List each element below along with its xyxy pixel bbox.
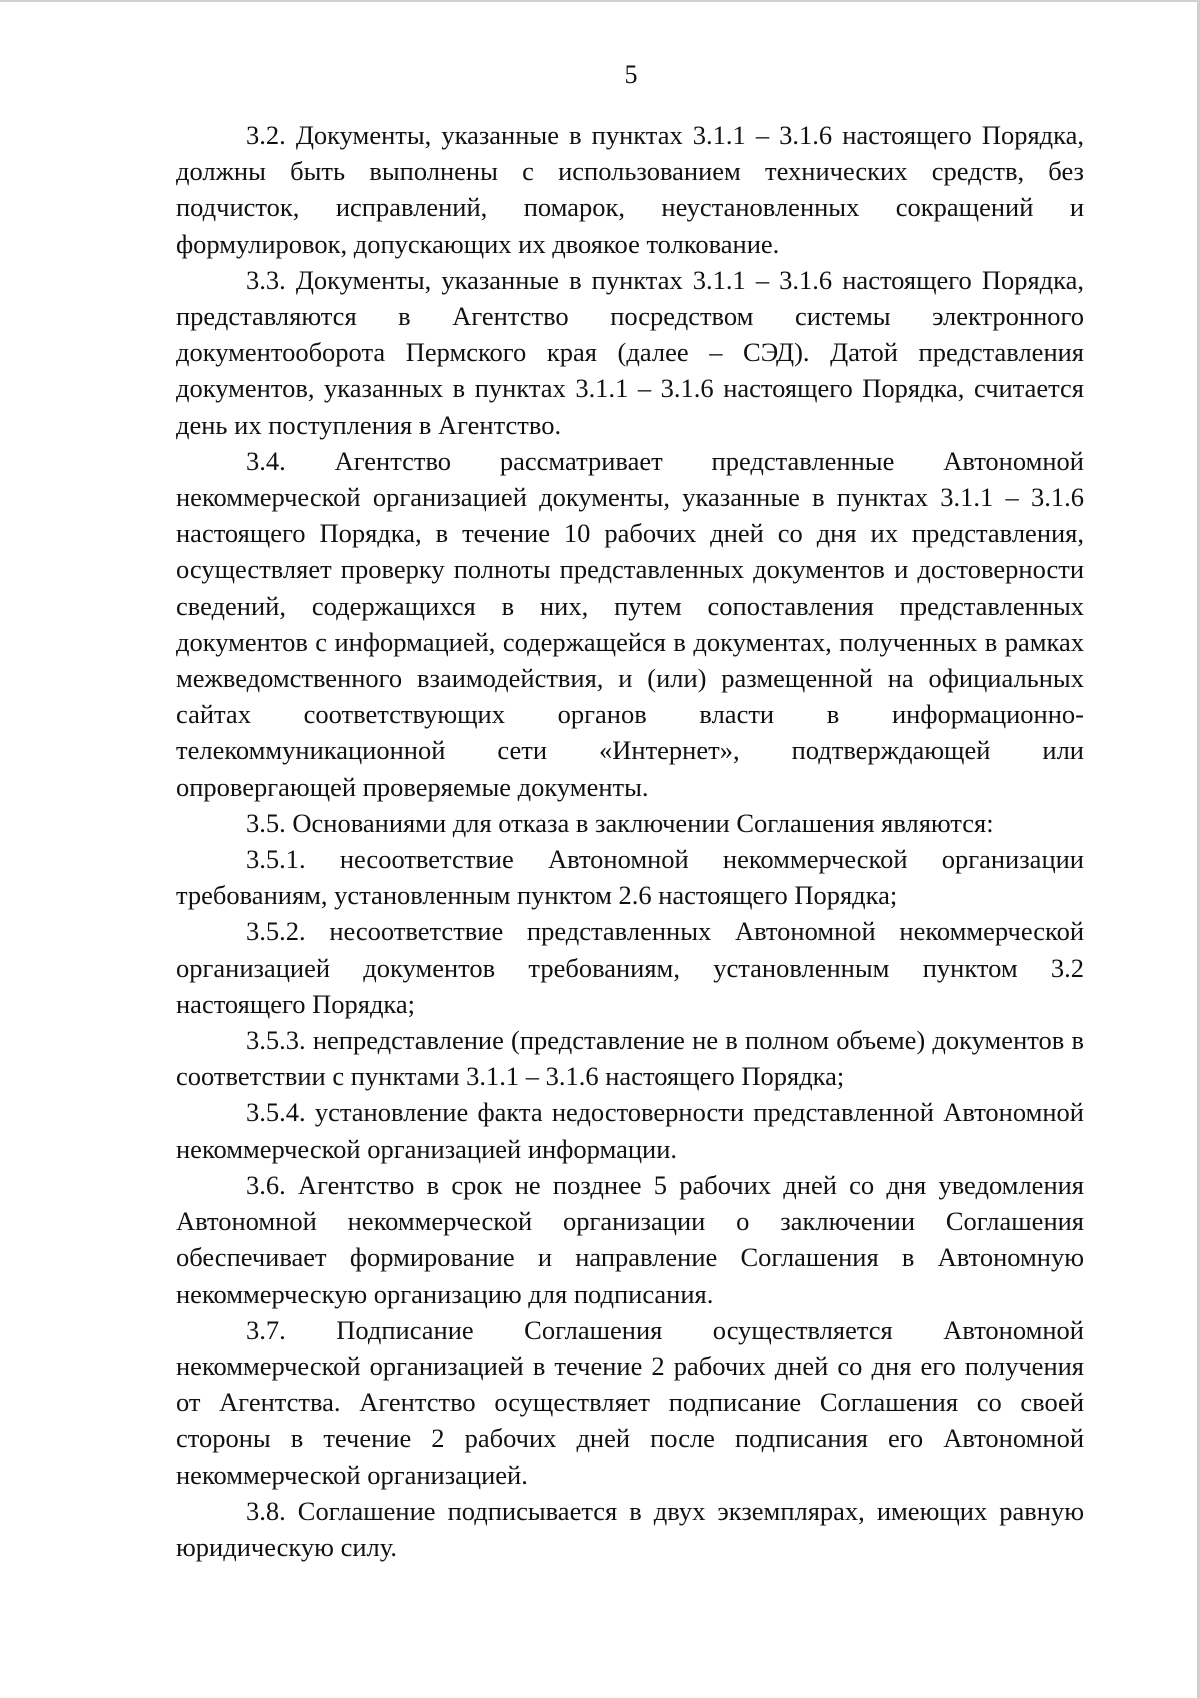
- paragraph-3-5-2: 3.5.2. несоответствие представленных Автономной некоммерческой организацией документов требованиям, установленным пунктом 3.2 настоящего Порядка;: [176, 916, 1084, 1019]
- page-number: 5: [624, 60, 638, 89]
- paragraph-3-4: 3.4. Агентство рассматривает представленные Автономной некоммерческой организацией документы, указанные в пунктах 3.1.1 – 3.1.6 настоящего Порядка, в течение 10 рабочих дней со дня их представления, осуществляет проверку полноты представленных документов и достоверности сведений, содержащихся в них, путем сопоставления представленных документов с информацией, содержащейся в документах, полученных в рамках межведомственного взаимодействия, и (или) размещенной на официальных сайтах соответствующих органов власти в информационно-телекоммуникационной сети «Интернет», подтверждающей или опровергающей проверяемые документы.: [176, 445, 1084, 802]
- paragraph-3-7: 3.7. Подписание Соглашения осуществляется Автономной некоммерческой организацией в течение 2 рабочих дней со дня его получения от Агентства. Агентство осуществляет подписание Соглашения со своей стороны в течение 2 рабочих дней после подписания его Автономной некоммерческой организацией.: [176, 1314, 1084, 1490]
- paragraph-3-6: 3.6. Агентство в срок не позднее 5 рабочих дней со дня уведомления Автономной некоммерческой организации о заключении Соглашения обеспечивает формирование и направление Соглашения в Автономную некоммерческую организацию для подписания.: [176, 1169, 1084, 1309]
- paragraph-3-8: 3.8. Соглашение подписывается в двух экземплярах, имеющих равную юридическую силу.: [176, 1495, 1084, 1562]
- paragraph-3-2: 3.2. Документы, указанные в пунктах 3.1.1 – 3.1.6 настоящего Порядка, должны быть выполнены с использованием технических средств, без подчисток, исправлений, помарок, неустановленных сокращений и формулировок, допускающих их двоякое толкование.: [176, 120, 1084, 259]
- paragraph-3-5: 3.5. Основаниями для отказа в заключении Соглашения являются:: [246, 807, 994, 838]
- paragraph-3-5-3: 3.5.3. непредставление (представление не в полном объеме) документов в соответствии с пунктами 3.1.1 – 3.1.6 настоящего Порядка;: [176, 1025, 1084, 1092]
- paragraph-3-5-1: 3.5.1. несоответствие Автономной некоммерческой организации требованиям, установленным пунктом 2.6 настоящего Порядка;: [176, 844, 1084, 911]
- scan-edge-top: [0, 0, 1200, 2]
- paragraph-3-3: 3.3. Документы, указанные в пунктах 3.1.1 – 3.1.6 настоящего Порядка, представляются в Агентство посредством системы электронного документооборота Пермского края (далее – СЭД). Датой представления документов, указанных в пунктах 3.1.1 – 3.1.6 настоящего Порядка, считается день их поступления в Агентство.: [176, 264, 1084, 440]
- paragraph-3-5-4: 3.5.4. установление факта недостоверности представленной Автономной некоммерческой организацией информации.: [176, 1097, 1084, 1164]
- document-body: [176, 117, 1084, 1565]
